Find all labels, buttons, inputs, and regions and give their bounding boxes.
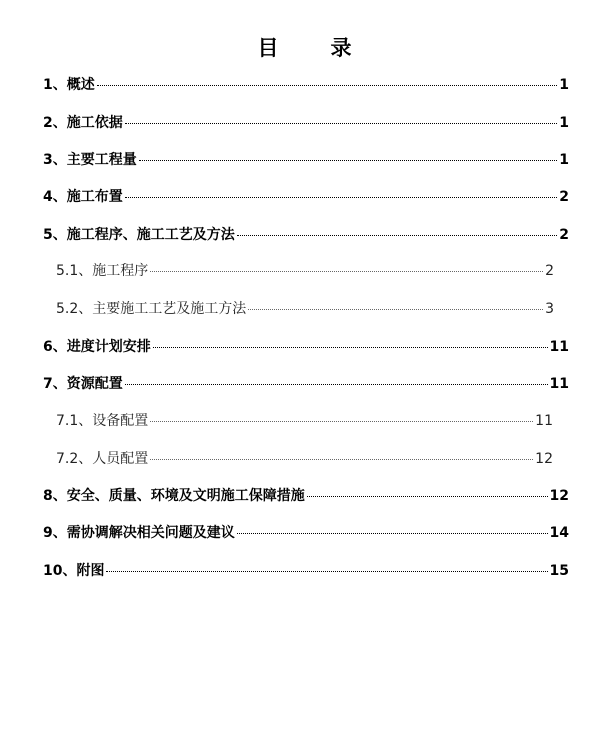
toc-entry-label: 7.1、设备配置 bbox=[56, 413, 149, 429]
toc-entry-label: 8、安全、质量、环境及文明施工保障措施 bbox=[43, 488, 305, 504]
toc-dot-leader bbox=[125, 384, 548, 385]
toc-entry-label: 9、需协调解决相关问题及建议 bbox=[43, 525, 235, 541]
toc-dot-leader bbox=[125, 123, 558, 124]
toc-entry-3[interactable] bbox=[43, 149, 569, 169]
toc-entry-page: 1 bbox=[559, 152, 569, 168]
toc-entry-page: 11 bbox=[535, 413, 553, 429]
toc-dot-leader bbox=[150, 421, 533, 422]
toc-entry-page: 11 bbox=[549, 339, 569, 355]
toc-entry-page: 1 bbox=[559, 115, 569, 131]
toc-entry-page: 12 bbox=[535, 451, 553, 467]
toc-entry-label: 5.2、主要施工工艺及施工方法 bbox=[56, 301, 247, 317]
toc-entry-label: 10、附图 bbox=[43, 563, 105, 579]
toc-dot-leader bbox=[307, 496, 548, 497]
toc-entry-page: 2 bbox=[559, 189, 569, 205]
toc-dot-leader bbox=[153, 347, 548, 348]
toc-entry-page: 14 bbox=[549, 525, 569, 541]
toc-entry-6[interactable] bbox=[43, 336, 569, 356]
toc-entry-page: 11 bbox=[549, 376, 569, 392]
toc-entry-label: 3、主要工程量 bbox=[43, 152, 137, 168]
toc-entry-10[interactable] bbox=[43, 560, 569, 580]
toc-entry-label: 6、进度计划安排 bbox=[43, 339, 151, 355]
toc-entry-page: 1 bbox=[559, 77, 569, 93]
toc-dot-leader bbox=[106, 571, 547, 572]
toc-entry-5-2[interactable] bbox=[56, 298, 554, 318]
toc-entry-7[interactable] bbox=[43, 373, 569, 393]
toc-entry-7-2[interactable] bbox=[56, 448, 553, 468]
toc-dot-leader bbox=[97, 85, 558, 86]
toc-dot-leader bbox=[237, 235, 558, 236]
toc-title-char-1: 目 bbox=[257, 36, 279, 60]
toc-entry-2[interactable] bbox=[43, 112, 569, 132]
toc-dot-leader bbox=[125, 197, 558, 198]
toc-title-char-2: 录 bbox=[330, 36, 352, 60]
toc-entry-page: 12 bbox=[549, 488, 569, 504]
toc-entry-label: 7.2、人员配置 bbox=[56, 451, 149, 467]
toc-entry-5-1[interactable] bbox=[56, 260, 554, 280]
toc-dot-leader bbox=[139, 160, 558, 161]
toc-dot-leader bbox=[237, 533, 548, 534]
toc-entry-8[interactable] bbox=[43, 485, 569, 505]
toc-entry-label: 5、施工程序、施工工艺及方法 bbox=[43, 227, 235, 243]
toc-entry-label: 7、资源配置 bbox=[43, 376, 123, 392]
toc-entry-page: 15 bbox=[549, 563, 569, 579]
toc-entry-9[interactable] bbox=[43, 522, 569, 542]
toc-entry-label: 4、施工布置 bbox=[43, 189, 123, 205]
toc-dot-leader bbox=[150, 459, 533, 460]
toc-dot-leader bbox=[150, 271, 543, 272]
toc-entry-5[interactable] bbox=[43, 224, 569, 244]
toc-entry-label: 1、概述 bbox=[43, 77, 95, 93]
toc-entry-page: 2 bbox=[559, 227, 569, 243]
toc-entry-page: 3 bbox=[545, 301, 554, 317]
toc-title bbox=[0, 32, 609, 62]
toc-entry-1[interactable] bbox=[43, 74, 569, 94]
toc-entry-4[interactable] bbox=[43, 186, 569, 206]
toc-entry-7-1[interactable] bbox=[56, 410, 553, 430]
toc-entry-label: 2、施工依据 bbox=[43, 115, 123, 131]
toc-entry-label: 5.1、施工程序 bbox=[56, 263, 149, 279]
toc-entry-page: 2 bbox=[545, 263, 554, 279]
toc-dot-leader bbox=[248, 309, 543, 310]
